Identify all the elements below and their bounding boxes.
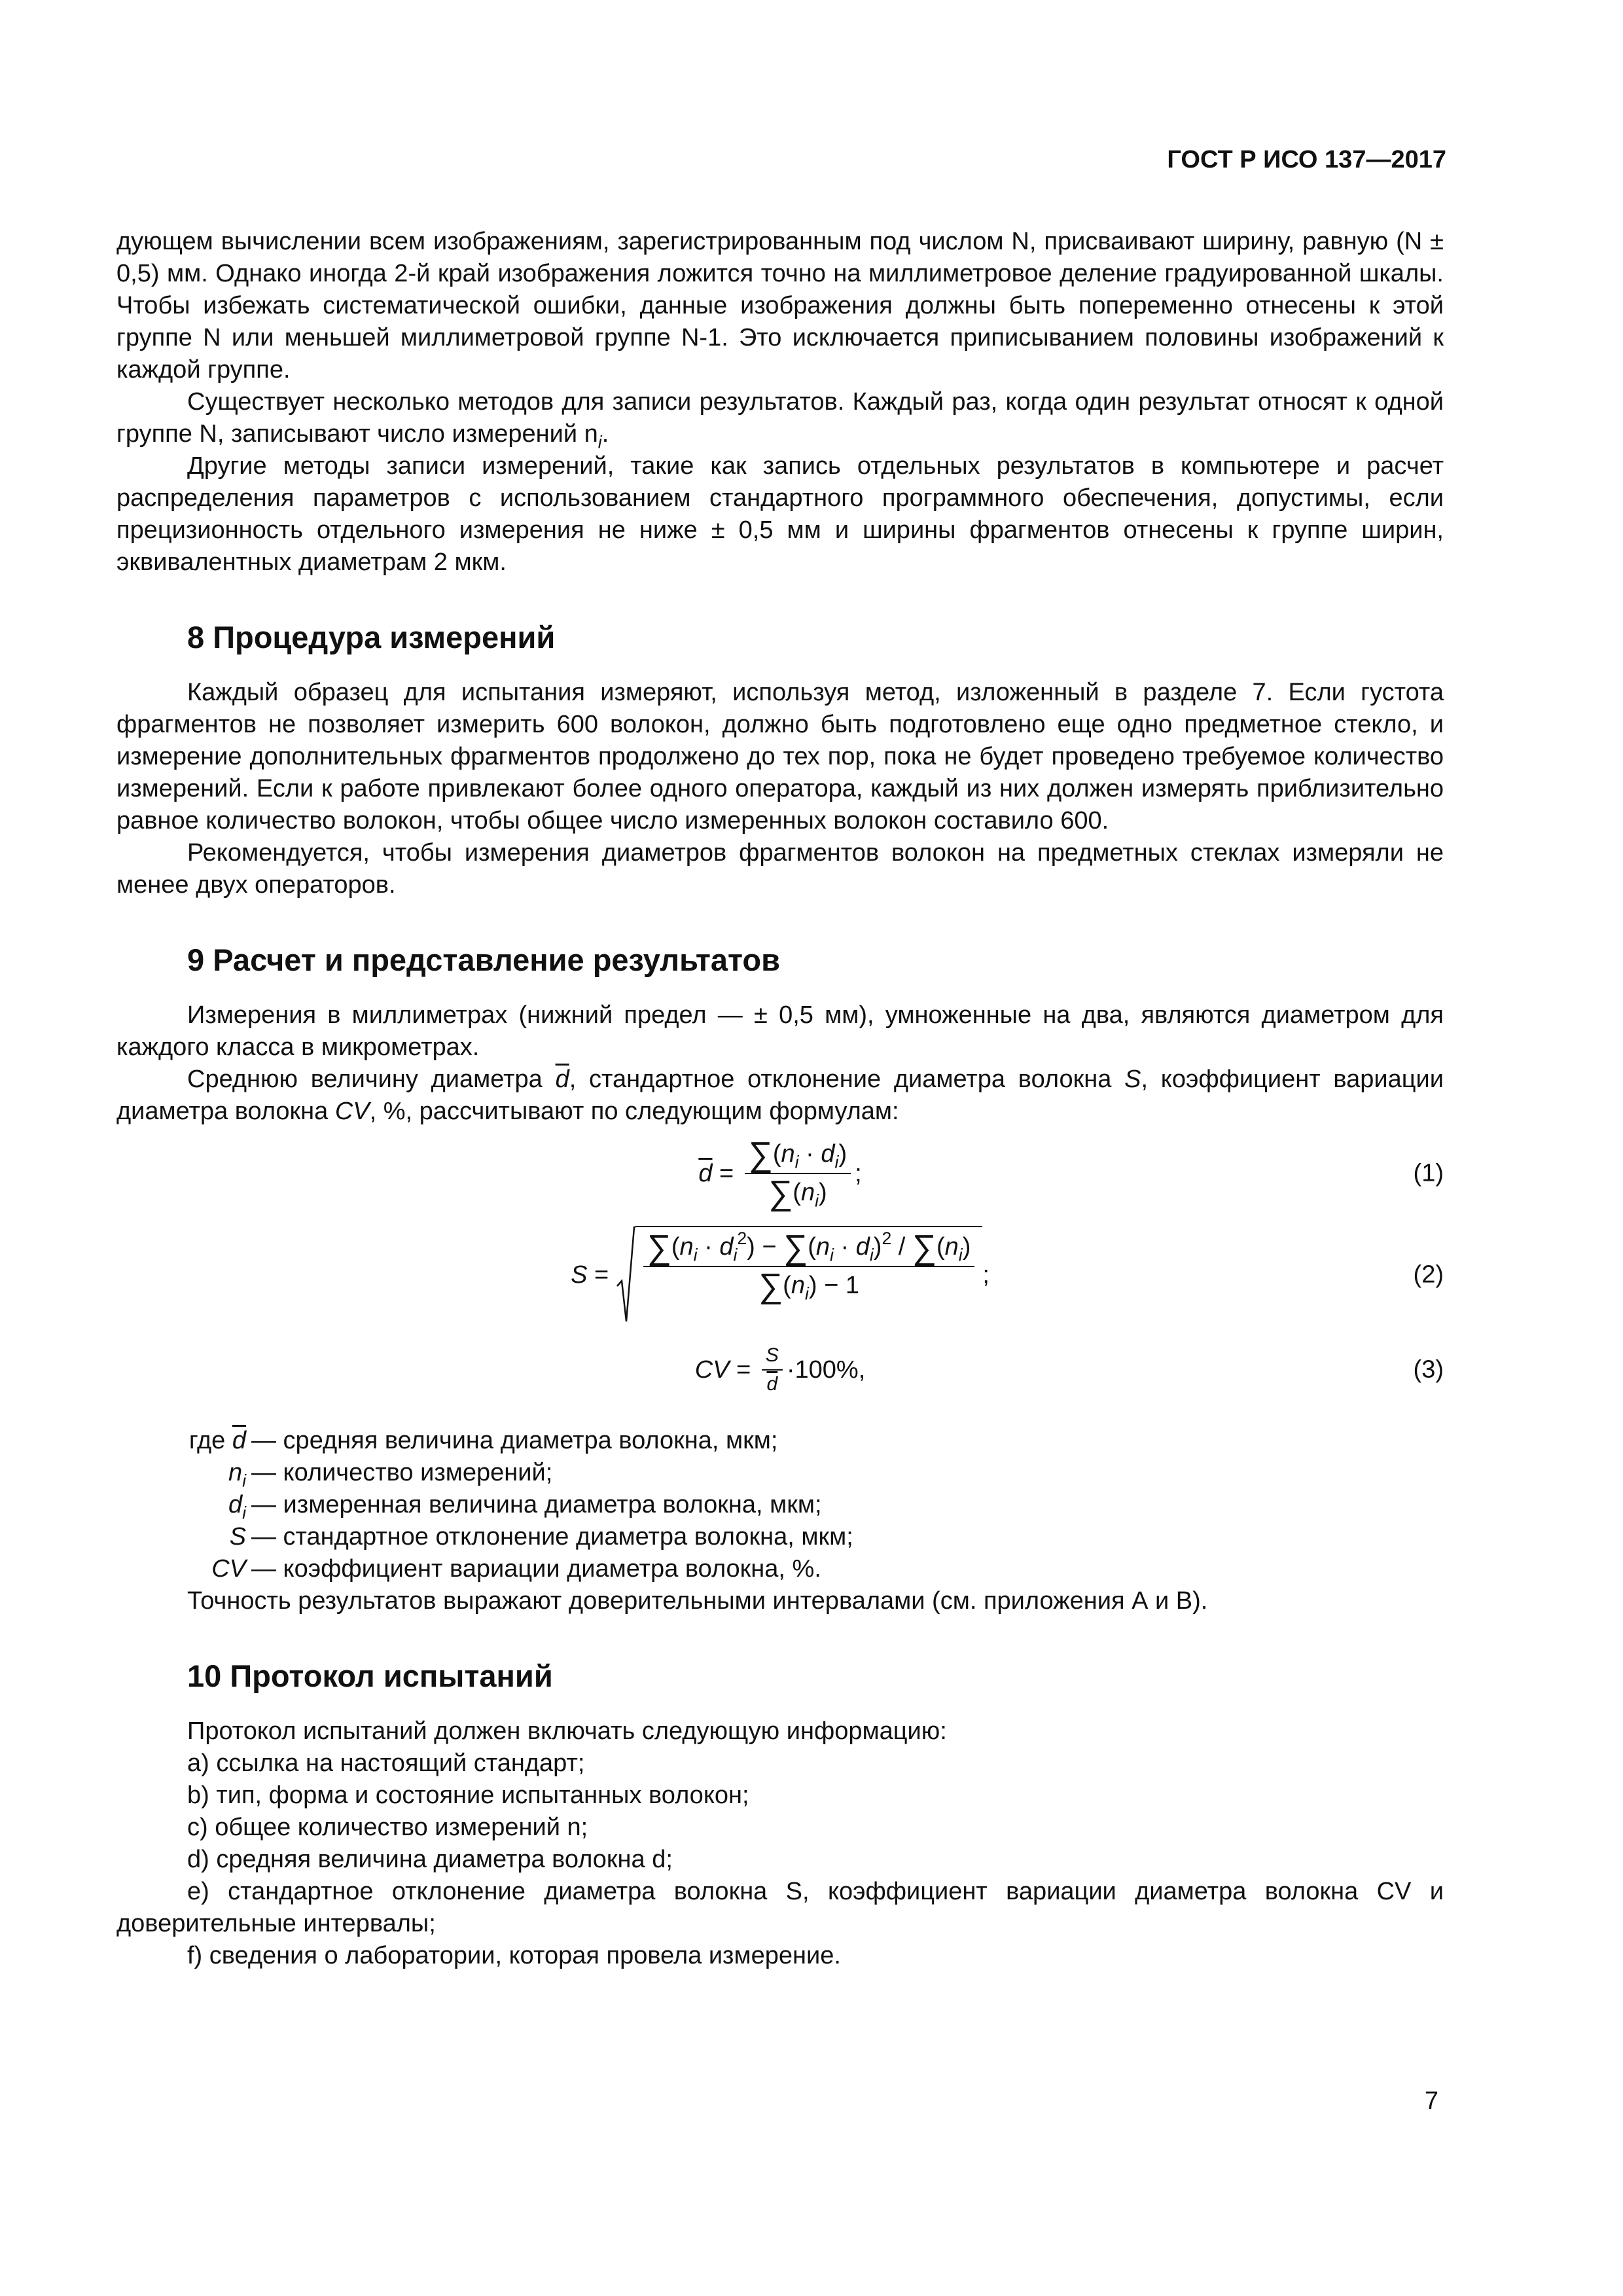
- formula-1: [116, 1128, 1444, 1219]
- page-content: [116, 226, 1444, 1972]
- list-item: d) средняя величина диаметра волокна d;: [187, 1846, 673, 1873]
- paragraph: Каждый образец для испытания измеряют, используя метод, изложенный в разделе 7. Если густота фрагментов не позволяет измерить 600 волокон, должно быть подготовлено еще одно предметное стекло, и измерение дополнительных фрагментов продолжено до тех пор, пока не будет проведено требуемое количество измерений. Если к работе привлекают более одного оператора, каждый из них должен измерять приблизительно равное количество волокон, чтобы общее число измеренных волокон составило 600.: [116, 679, 1444, 834]
- formula-number: (1): [1413, 1159, 1444, 1187]
- paragraph: Протокол испытаний должен включать следующую информацию:: [187, 1717, 947, 1745]
- symbol-legend: [116, 1425, 1444, 1585]
- paragraph: Другие методы записи измерений, такие как запись отдельных результатов в компьютере и расчет распределения параметров с использованием стандартного программного обеспечения, допустимы, если прецизионность отдельного измерения не ниже ± 0,5 мм и ширины фрагментов отнесены к группе ширин, эквивалентных диаметрам 2 мкм.: [116, 452, 1444, 576]
- formula-2: [116, 1219, 1444, 1331]
- legend-row: $d_i$ — измеренная величина диаметра волокна, мкм;: [228, 1491, 822, 1523]
- paragraph: Существует несколько методов для записи результатов. Каждый раз, когда один результат относят к одной группе N, записывают число измерений $n_i$.: [116, 388, 1444, 452]
- legend-row: CV — коэффициент вариации диаметра волокна, %.: [211, 1555, 821, 1583]
- legend-row: $n_i$ — количество измерений;: [228, 1459, 553, 1491]
- legend-row: S — стандартное отклонение диаметра волокна, мкм;: [229, 1523, 853, 1551]
- list-item: b) тип, форма и состояние испытанных волокон;: [187, 1782, 749, 1809]
- legend-row: где $\overline{d}$ — средняя величина диаметра волокна, мкм;: [188, 1427, 778, 1454]
- paragraph: Рекомендуется, чтобы измерения диаметров фрагментов волокон на предметных стеклах измеряли не менее двух операторов.: [116, 839, 1444, 899]
- page-number: 7: [1424, 2087, 1438, 2115]
- paragraph: Точность результатов выражают доверительными интервалами (см. приложения А и В).: [187, 1587, 1208, 1615]
- section-heading: 10 Протокол испытаний: [187, 1659, 553, 1693]
- square-root-icon: [616, 1226, 635, 1324]
- formula-number: (3): [1413, 1355, 1444, 1384]
- formula-3: [116, 1331, 1444, 1409]
- formula-1-expression: $\overline{d}$ = $\frac{\sum(n_i \cdot d_i)}{\sum(n_i)}$ ;: [698, 1136, 862, 1212]
- requirements-list: [116, 1715, 1444, 1972]
- list-item: e) стандартное отклонение диаметра волокна S, коэффициент вариации диаметра волокна CV и доверительные интервалы;: [116, 1878, 1444, 1937]
- list-item: f) сведения о лаборатории, которая провела измерение.: [187, 1942, 841, 1969]
- formula-2-expression: S = $\frac{\sum(n_i \cdot d_i^2) - \sum(n_i \cdot d_i)^2 / \sum(n_i)}{\sum(n_i) - 1}$ ;: [116, 1226, 1444, 1324]
- list-item: c) общее количество измерений n;: [187, 1814, 588, 1841]
- paragraph: дующем вычислении всем изображениям, зарегистрированным под числом N, присваивают ширину, равную (N ± 0,5) мм. Однако иногда 2-й край изображения ложится точно на миллиметровое деление градуированной шкалы. Чтобы избежать систематической ошибки, данные изображения должны быть попеременно отнесены к этой группе N или меньшей миллиметровой группе N-1. Это исключается приписыванием половины изображений к каждой группе.: [116, 228, 1444, 384]
- paragraph: Среднюю величину диаметра $\overline{d}$, стандартное отклонение диаметра волокна S, коэффициент вариации диаметра волокна CV, %, рассчитывают по следующим формулам:: [116, 1066, 1444, 1125]
- paragraph: Измерения в миллиметрах (нижний предел — ± 0,5 мм), умноженные на два, являются диаметром для каждого класса в микрометрах.: [116, 1001, 1444, 1061]
- formula-number: (2): [1413, 1261, 1444, 1289]
- document-header: ГОСТ Р ИСО 137—2017: [1167, 146, 1446, 173]
- list-item: а) ссылка на настоящий стандарт;: [187, 1749, 585, 1777]
- formula-3-expression: CV = $\frac{S}{d}$ ·100%,: [694, 1344, 866, 1395]
- section-heading: 9 Расчет и представление результатов: [187, 942, 781, 977]
- section-heading: 8 Процедура измерений: [187, 620, 556, 655]
